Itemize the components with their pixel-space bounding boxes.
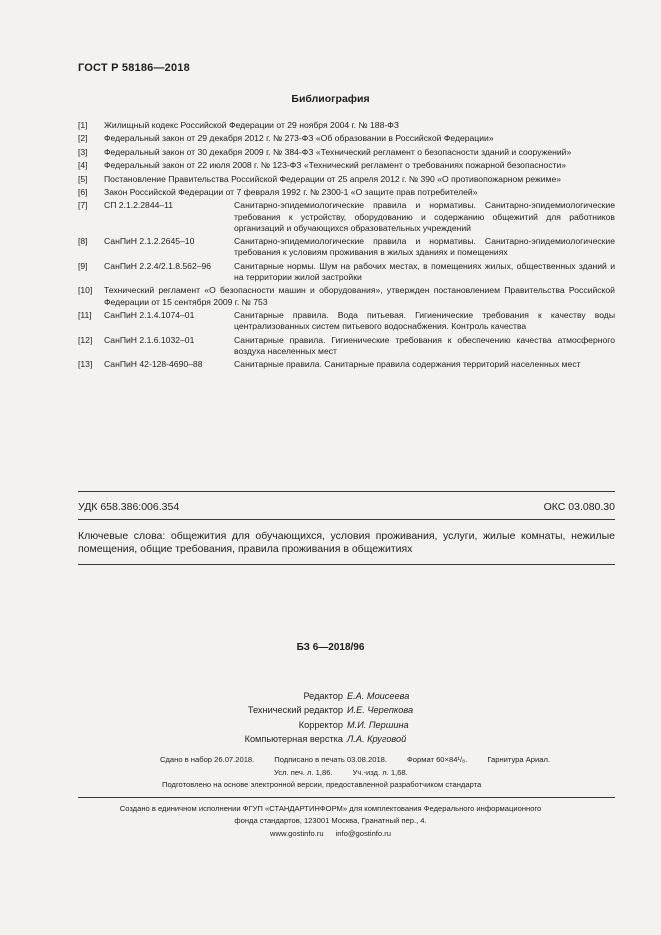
bibliography-item-number: [2] (78, 133, 88, 144)
bibliography-item-number: [6] (78, 186, 88, 197)
divider-publisher (78, 797, 615, 798)
print-font: Гарнитура Ариал. (487, 755, 551, 764)
bibliography-item-text: Санитарно-эпидемиологические правила и нормативы. Санитарно-эпидемиологические требования к условиям проживания в жилых зданиях и помещениях (234, 236, 615, 258)
bibliography-item-text: Технический регламент «О безопасности машин и оборудования», утвержден постановлением Правительства Российской Федерации от 15 сентября 2009 г. № 753 (104, 285, 615, 307)
staff-row (0, 703, 661, 717)
publisher-line2: фонда стандартов, 123001 Москва, Гранатный пер., 4. (234, 816, 427, 826)
staff-person: И.Е. Черепкова (347, 705, 414, 716)
staff-role: Корректор (298, 719, 343, 730)
bibliography-item-code: СП 2.1.2.2844–11 (104, 200, 174, 211)
staff-person: М.И. Першина (347, 719, 409, 730)
bibliography-title: Библиография (291, 93, 370, 105)
publisher-email[interactable]: info@gostinfo.ru (335, 828, 392, 838)
bibliography-item (78, 285, 615, 307)
bibliography-item-text: Санитарные правила. Вода питьевая. Гигиенические требования к качеству воды централизованных систем питьевого водоснабжения. Контроль качества (234, 309, 615, 332)
divider-middle (78, 519, 615, 520)
divider-top (78, 491, 615, 492)
publisher-url[interactable]: www.gostinfo.ru (269, 828, 324, 838)
bibliography-item-number: [13] (78, 359, 93, 370)
udk-code: УДК 658.386:006.354 (78, 501, 180, 513)
bibliography-item-code: СанПиН 2.1.4.1074–01 (104, 309, 195, 320)
bibliography-item (78, 147, 615, 158)
bibliography-item-text: Жилищный кодекс Российской Федерации от 29 ноября 2004 г. № 188-ФЗ (104, 120, 399, 130)
bibliography-item (78, 335, 615, 357)
bibliography-item-number: [4] (78, 160, 88, 171)
print-basis: Подготовлено на основе электронной версии, предоставленной разработчиком стандарта (162, 780, 482, 789)
standard-code: ГОСТ Р 58186—2018 (78, 62, 190, 74)
bibliography-item-text: Санитарно-эпидемиологические правила и нормативы. Санитарно-эпидемиологические требования к устройству, оборудованию и содержанию общежитий для работников организаций и обучающихся образовательных учреждений (234, 200, 615, 233)
bibliography-item (78, 174, 615, 185)
bibliography-item-number: [8] (78, 236, 88, 247)
publisher-info (0, 803, 661, 840)
bibliography-item-code: СанПиН 2.2.4/2.1.8.562–96 (104, 260, 212, 271)
bibliography-item-text: Санитарные правила. Гигиенические требования к обеспечению качества атмосферного воздуха населенных мест (234, 334, 615, 356)
staff-role: Компьютерная верстка (244, 734, 343, 745)
bibliography-item-number: [5] (78, 173, 88, 184)
bibliography-item-number: [10] (78, 285, 93, 296)
staff-role: Технический редактор (247, 705, 343, 716)
print-sheets: Усл. печ. л. 1,86. (274, 768, 333, 777)
bibliography-item-code: СанПиН 2.1.2.2645–10 (104, 236, 195, 247)
print-sent: Сдано в набор 26.07.2018. (160, 755, 255, 764)
bibliography-item (78, 236, 615, 258)
oks-code: ОКС 03.080.30 (543, 501, 615, 513)
keywords-text: Ключевые слова: общежития для обучающихся, условия проживания, услуги, жилые комнаты, нежилые помещения, общие требования, правила проживания в общежитиях (78, 530, 615, 555)
bibliography-item (78, 160, 615, 171)
bibliography-item-number: [3] (78, 146, 88, 157)
bibliography-item (78, 120, 615, 131)
bibliography-item-number: [1] (78, 120, 88, 130)
editorial-staff (0, 689, 661, 747)
bibliography-item-number: [11] (78, 309, 92, 320)
bibliography-item-text: Федеральный закон от 29 декабря 2012 г. № 273-ФЗ «Об образовании в Российской Федерации» (104, 133, 494, 144)
print-signed: Подписано в печать 03.08.2018. (274, 755, 387, 764)
bibliography-item-text: Федеральный закон от 22 июля 2008 г. № 123-ФЗ «Технический регламент о требованиях пожарной безопасности» (104, 160, 567, 171)
bibliography-item (78, 200, 615, 234)
staff-person: Е.А. Моисеева (347, 691, 410, 701)
bibliography-item (78, 310, 615, 332)
staff-row (0, 732, 661, 746)
bibliography-item-number: [12] (78, 334, 93, 345)
bibliography-item (78, 359, 615, 370)
print-edition-sheets: Уч.-изд. л. 1,68. (352, 768, 408, 777)
bibliography-list (78, 120, 615, 373)
bibliography-item-code: СанПиН 2.1.6.1032–01 (104, 334, 195, 345)
bibliography-item-number: [9] (78, 260, 88, 271)
staff-role: Редактор (303, 691, 343, 701)
publisher-line1: Создано в единичном исполнении ФГУП «СТАНДАРТИНФОРМ» для комплектования Федерального информационного (119, 804, 542, 813)
staff-row (0, 689, 661, 703)
bibliography-item-text: Постановление Правительства Российской Федерации от 25 апреля 2012 г. № 390 «О противопожарном режиме» (104, 173, 562, 184)
staff-person: Л.А. Круговой (347, 734, 407, 745)
bibliography-item-number: [7] (78, 200, 88, 211)
divider-bottom (78, 564, 615, 565)
bibliography-item-code: СанПиН 42-128-4690–88 (104, 359, 203, 370)
bibliography-item-text: Федеральный закон от 30 декабря 2009 г. № 384-ФЗ «Технический регламент о безопасности зданий и сооружений» (104, 146, 572, 157)
bibliography-item-text: Закон Российской Федерации от 7 февраля 1992 г. № 2300-1 «О защите прав потребителей» (104, 186, 478, 197)
bibliography-item (78, 133, 615, 144)
bibliography-item (78, 261, 615, 283)
bz-number: БЗ 6—2018/96 (296, 642, 365, 653)
bibliography-item (78, 187, 615, 198)
staff-row (0, 718, 661, 732)
bibliography-item-text: Санитарные нормы. Шум на рабочих местах, в помещениях жилых, общественных зданий и на территории жилой застройки (234, 260, 615, 282)
bibliography-item-text: Санитарные правила. Санитарные правила содержания территорий населенных мест (234, 359, 581, 370)
print-format: Формат 60×84¹/₈. (407, 755, 468, 764)
